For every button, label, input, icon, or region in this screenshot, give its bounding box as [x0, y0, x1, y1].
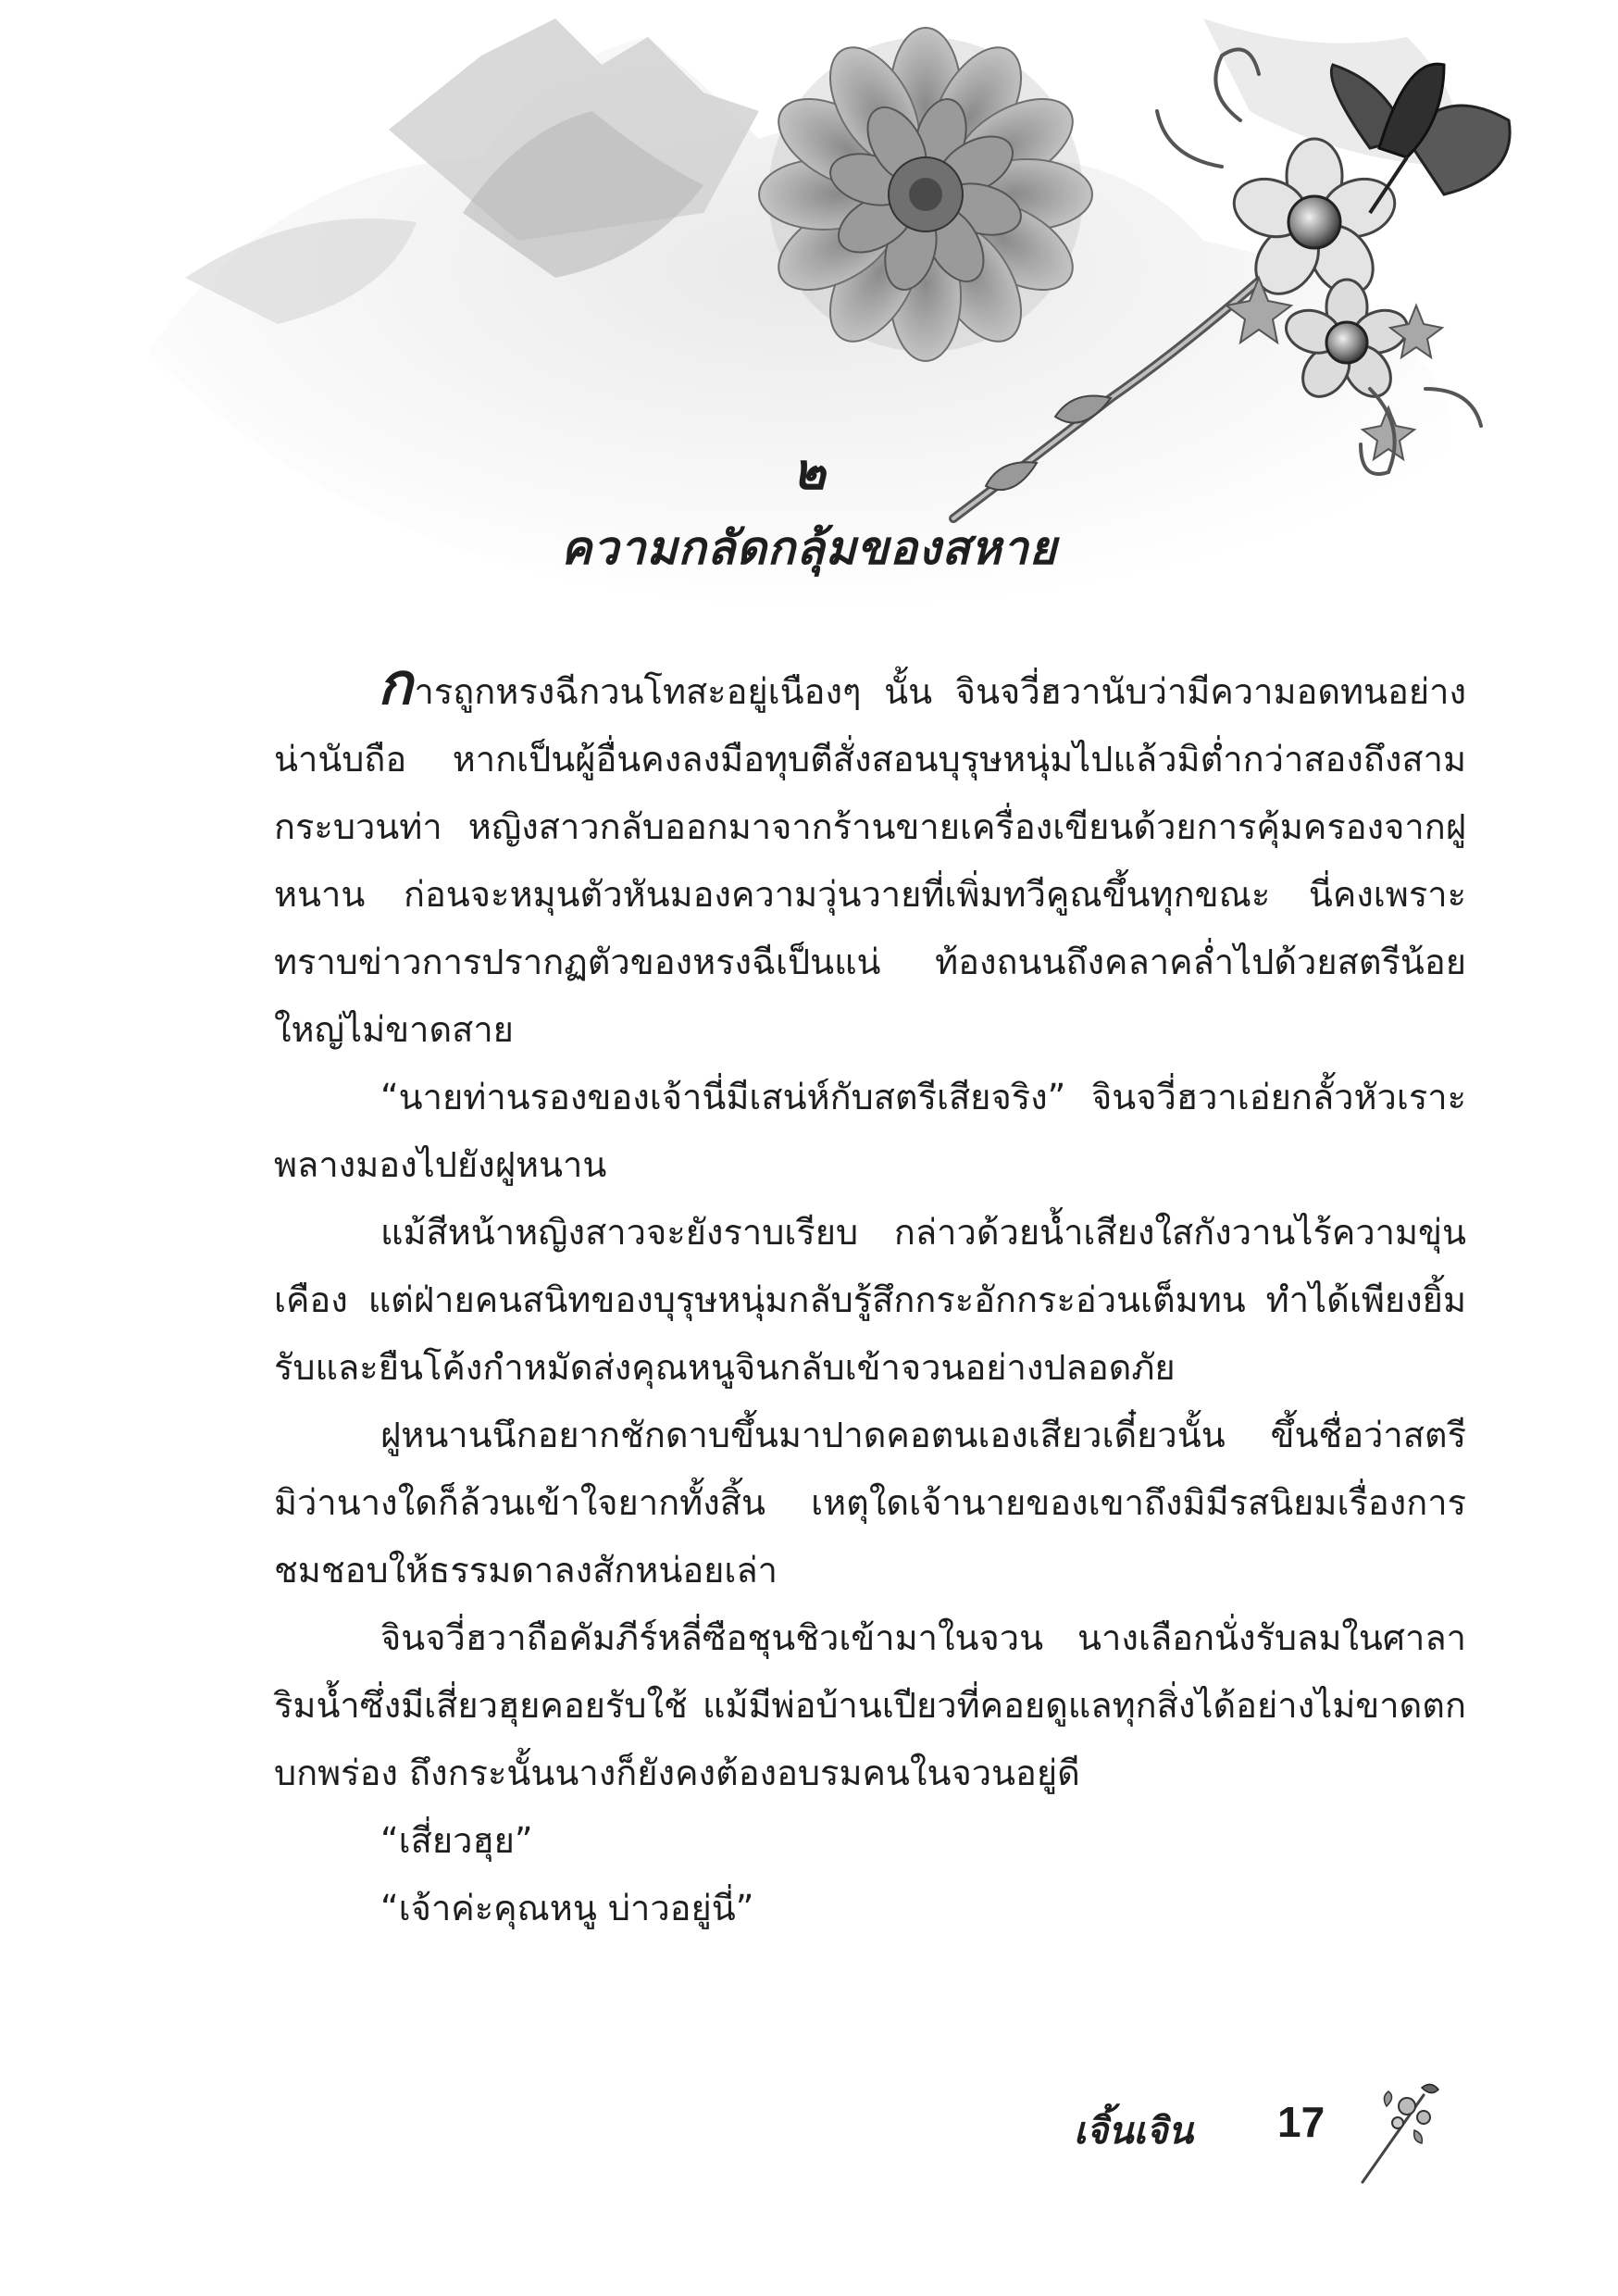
page-footer — [1074, 2097, 1444, 2171]
paragraph-text: ารถูกหรงฉีกวนโทสะอยู่เนืองๆ นั้น จินจวี่ฮวานับว่ามีความอดทนอย่างน่านับถือ หากเป็นผู้อื่นคงลงมือทุบตีสั่งสอนบุรุษหนุ่มไปแล้วมิต่ำกว่าสองถึงสามกระบวนท่า หญิงสาวกลับออกมาจากร้านขายเครื่องเขียนด้วยการคุ้มครองจากฝูหนาน ก่อนจะหมุนตัวหันมองความวุ่นวายที่เพิ่มทวีคูณขึ้นทุกขณะ นี่คงเพราะทราบข่าวการปรากฏตัวของหรงฉีเป็นแน่ ท้องถนนถึงคลาคล่ำไปด้วยสตรีน้อยใหญ่ไม่ขาดสาย — [274, 671, 1466, 1050]
paragraph: “นายท่านรองของเจ้านี่มีเสน่ห์กับสตรีเสียจริง” จินจวี่ฮวาเอ่ยกลั้วหัวเราะพลางมองไปยังฝูหนาน — [274, 1077, 1466, 1185]
paragraph: “เสี่ยวฮุย” — [380, 1820, 533, 1861]
paragraph: จินจวี่ฮวาถือคัมภีร์หลี่ซือชุนชิวเข้ามาในจวน นางเลือกนั่งรับลมในศาลาริมน้ำซึ่งมีเสี่ยวฮุยคอยรับใช้ แม้มีพ่อบ้านเปียวที่คอยดูแลทุกสิ่งได้อย่างไม่ขาดตกบกพร่อง ถึงกระนั้นนางก็ยังคงต้องอบรมคนในจวนอยู่ดี — [274, 1617, 1466, 1793]
paragraph — [274, 650, 1466, 1064]
page-number: 17 — [1277, 2098, 1326, 2146]
running-title: เจิ้นเจิน — [1074, 2109, 1193, 2152]
hairpin-icon — [1350, 2078, 1442, 2190]
header-illustration — [0, 0, 1618, 704]
chapter-title: ความกลัดกลุ้มของสหาย — [560, 520, 1058, 575]
paragraph: แม้สีหน้าหญิงสาวจะยังราบเรียบ กล่าวด้วยน้ำเสียงใสกังวานไร้ความขุ่นเคือง แต่ฝ่ายคนสนิทของบุรุษหนุ่มกลับรู้สึกกระอักกระอ่วนเต็มทน ทำได้เพียงยิ้มรับและยืนโค้งกำหมัดส่งคุณหนูจินกลับเข้าจวนอย่างปลอดภัย — [274, 1212, 1466, 1388]
chapter-number: ๒ — [792, 442, 826, 501]
paragraph: “เจ้าค่ะคุณหนู บ่าวอยู่นี่” — [380, 1888, 754, 1928]
drop-cap: ก — [378, 650, 413, 718]
paragraph: ฝูหนานนึกอยากชักดาบขึ้นมาปาดคอตนเองเสียวเดี๋ยวนั้น ขึ้นชื่อว่าสตรี มิว่านางใดก็ล้วนเข้าใจยากทั้งสิ้น เหตุใดเจ้านายของเขาถึงมิมีรสนิยมเรื่องการชมชอบให้ธรรมดาลงสักหน่อยเล่า — [274, 1415, 1466, 1591]
body-text — [274, 650, 1466, 1942]
